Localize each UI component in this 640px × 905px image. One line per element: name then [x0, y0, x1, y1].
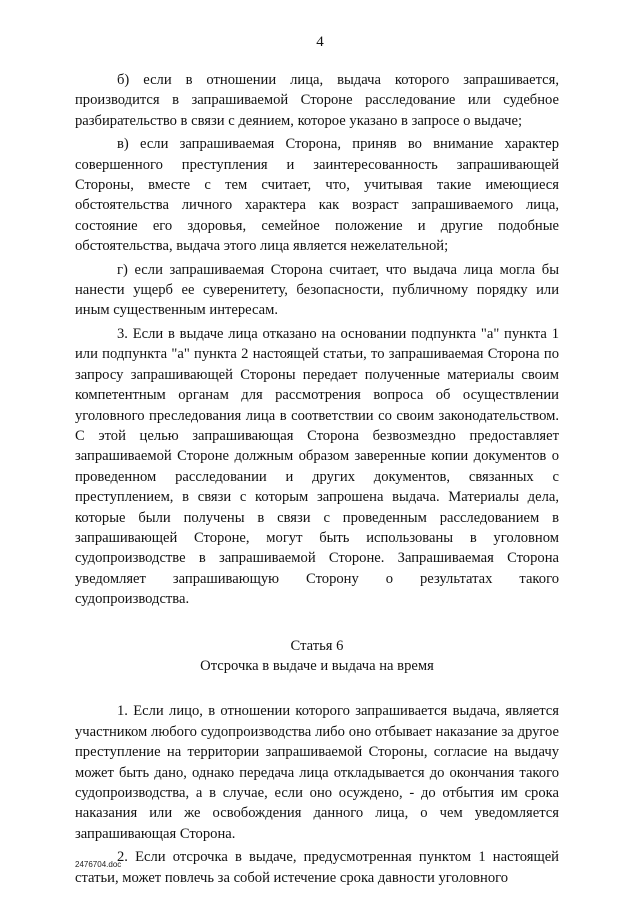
article6-paragraph-2: 2. Если отсрочка в выдаче, предусмотренная пунктом 1 настоящей статьи, может повлечь за собой истечение срока давности уголовного [75, 849, 559, 886]
article6-paragraph-1: 1. Если лицо, в отношении которого запрашивается выдача, является участником любого судопроизводства либо оно отбывает наказание за другое преступление на территории запрашиваемой Стороны, согласие на выдачу может быть дано, однако передача лица откладывается до окончания такого судопроизводства, а в случае, если оно осуждено, - до отбытия им срока наказания или же освобождения данного лица, о чем уведомляется запрашивающая Сторона. [75, 703, 559, 842]
page-number: 4 [316, 34, 324, 50]
document-code: 2476704.doc [75, 860, 122, 869]
paragraph-2b: б) если в отношении лица, выдача которого запрашивается, производится в запрашиваемой Стороне расследование или судебное разбирательство в связи с деянием, которое указано в запросе о выдаче; [75, 72, 559, 129]
article-title: Отсрочка в выдаче и выдача на время [200, 657, 434, 674]
paragraph-3: 3. Если в выдаче лица отказано на основании подпункта "а" пункта 1 или подпункта "а" пункта 2 настоящей статьи, то запрашиваемая Сторона по запросу запрашивающей Стороны передает полученные материалы своим компетентным органам для рассмотрения вопроса об осуществлении уголовного преследования лица в соответствии со своим законодательством. С этой целью запрашивающая Сторона безвозмездно предоставляет запрашиваемой Стороне должным образом заверенные копии документов о проведенном расследовании и других документов, связанных с преступлением, в связи с которым запрошена выдача. Материалы дела, которые были получены в связи с проведенным расследованием в запрашивающей Стороне, могут быть использованы в уголовном судопроизводстве в запрашиваемой Стороне. Запрашиваемая Сторона уведомляет запрашивающую Сторону о результатах такого судопроизводства. [75, 325, 559, 608]
paragraph-2v: в) если запрашиваемая Сторона, приняв во внимание характер совершенного преступления и заинтересованность запрашивающей Стороны, вместе с тем считает, что, учитывая такие имеющиеся обстоятельства личного характера как возраст запрашиваемого лица, состояние его здоровья, семейное положение и другие подобные обстоятельства, выдача этого лица является нежелательной; [75, 136, 559, 255]
article-heading: Статья 6 [290, 637, 344, 654]
paragraph-2g: г) если запрашиваемая Сторона считает, что выдача лица могла бы нанести ущерб ее суверенитету, безопасности, публичному порядку или иным существенным интересам. [75, 261, 559, 319]
document-body [75, 70, 559, 891]
